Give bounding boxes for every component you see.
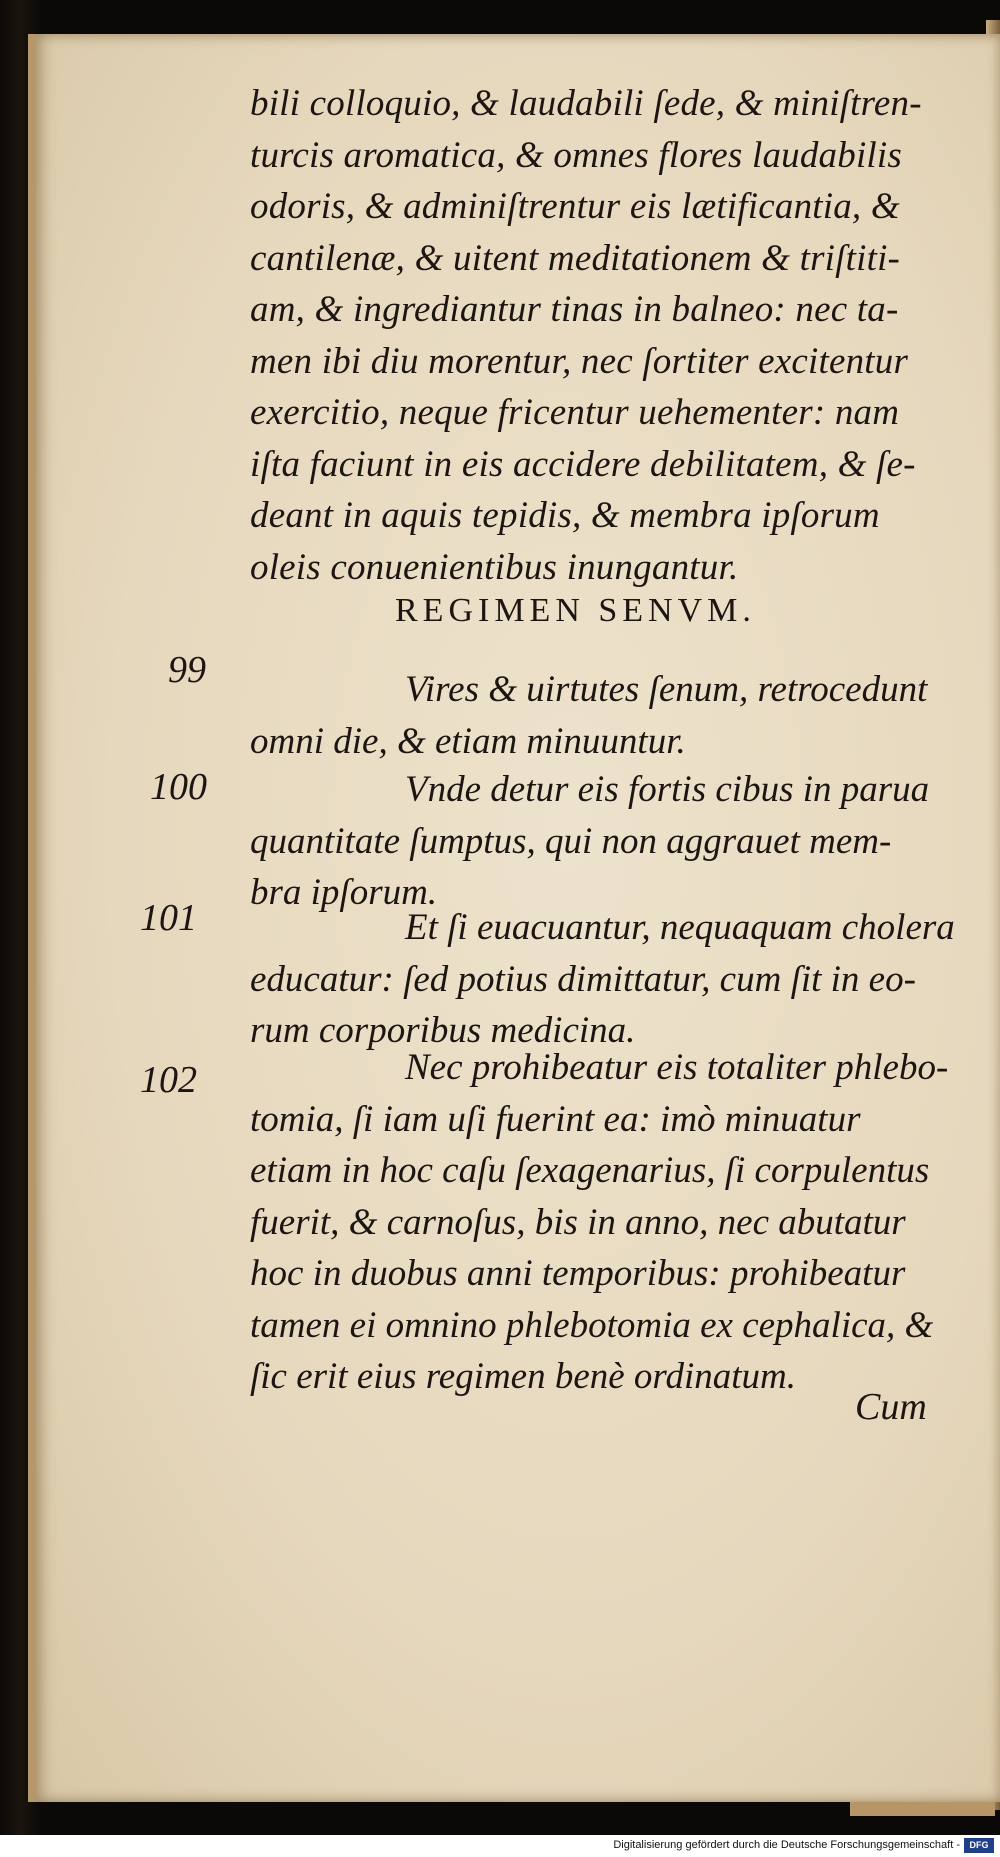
text-line: bra ipſorum. [250, 872, 438, 913]
text-line: etiam in hoc caſu ſexagenarius, ſi corpulentus [250, 1150, 930, 1191]
text-line: hoc in duobus anni temporibus: prohibeatur [250, 1253, 906, 1294]
margin-number: 99 [168, 649, 206, 691]
text-line: omni die, & etiam minuuntur. [250, 720, 686, 762]
text-line: fuerit, & carnoſus, bis in anno, nec abutatur [250, 1201, 906, 1243]
margin-number: 101 [140, 897, 197, 939]
margin-number: 100 [150, 766, 207, 808]
text-line: quantitate ſumptus, qui non aggrauet mem- [250, 820, 892, 862]
dfg-logo-icon: DFG [964, 1838, 994, 1853]
text-line: iſta faciunt in eis accidere debilitatem, & ſe- [250, 443, 916, 485]
page-edge-bottom [850, 1800, 995, 1816]
text-line: odoris, & adminiſtrentur eis lætificantia, & [250, 186, 900, 227]
text-line: men ibi diu morentur, nec ſortiter excitentur [250, 340, 909, 382]
text-line: am, & ingrediantur tinas in balneo: nec ta- [250, 289, 899, 330]
text-line: rum corporibus medicina. [250, 1010, 636, 1051]
paragraph [250, 664, 940, 767]
text-line: deant in aquis tepidis, & membra ipſorum [250, 495, 880, 536]
text-line: exercitio, neque fricentur uehementer: nam [250, 392, 900, 433]
text-line: Vnde detur eis fortis cibus in parua [405, 769, 930, 810]
top-text-block [250, 78, 940, 593]
text-line: bili colloquio, & laudabili ſede, & miniſtren- [250, 83, 922, 124]
paragraph [250, 902, 955, 1057]
text-line: educatur: ſed potius dimittatur, cum ſit in eo- [250, 958, 916, 1000]
paragraph [250, 1042, 949, 1403]
text-line: turcis aromatica, & omnes flores laudabilis [250, 134, 902, 176]
section-heading: REGIMEN SENVM. [395, 592, 756, 629]
text-line: Et ſi euacuantur, nequaquam cholera [405, 907, 955, 948]
text-line: oleis conuenientibus inungantur. [250, 546, 739, 588]
text-line: Nec prohibeatur eis totaliter phlebo- [405, 1047, 949, 1088]
paragraph [250, 764, 940, 919]
footer-credit: Digitalisierung gefördert durch die Deutsche Forschungsgemeinschaft - [613, 1839, 960, 1851]
text-line: Vires & uirtutes ſenum, retrocedunt [405, 669, 928, 710]
margin-number: 102 [140, 1059, 197, 1101]
text-line: ſic erit eius regimen benè ordinatum. [250, 1356, 796, 1397]
catchword: Cum [855, 1386, 927, 1428]
text-line: tamen ei omnino phlebotomia ex cephalica, & [250, 1304, 934, 1346]
text-line: cantilenæ, & uitent meditationem & triſtiti- [250, 237, 901, 279]
text-line: tomia, ſi iam uſi fuerint ea: imò minuatur [250, 1098, 861, 1140]
